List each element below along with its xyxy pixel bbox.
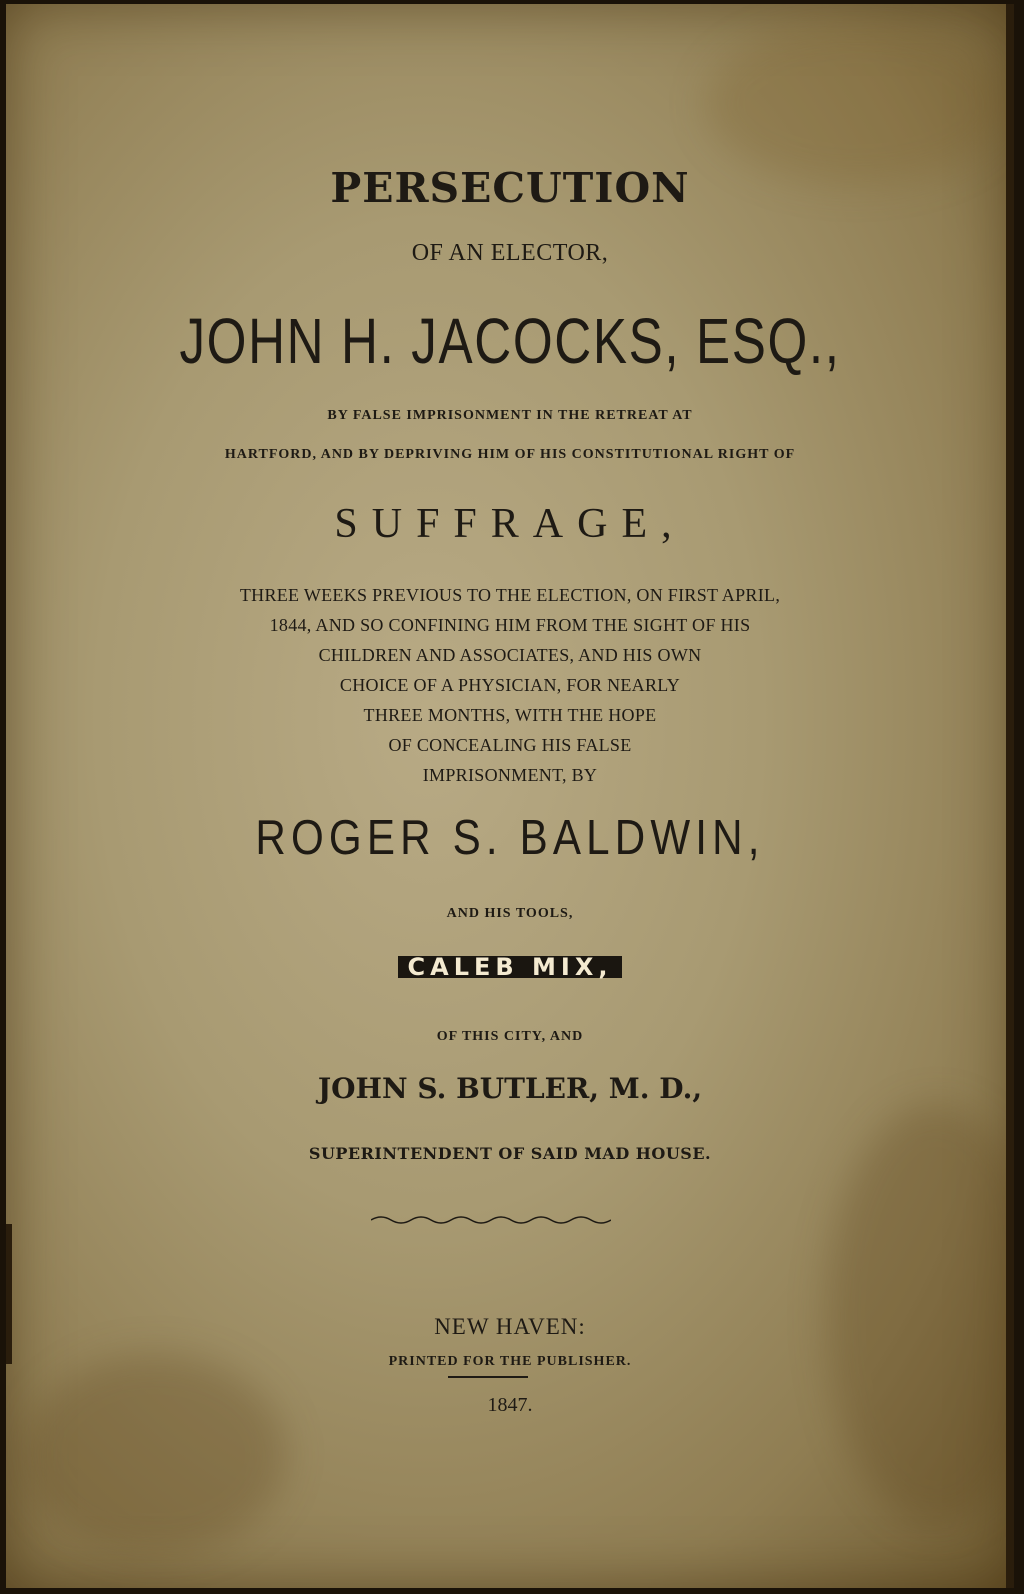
imprint-printer: PRINTED FOR THE PUBLISHER. — [388, 1354, 632, 1369]
paper-stain — [706, 24, 1006, 184]
accused-mix-row — [6, 953, 1014, 981]
accused-butler: JOHN S. BUTLER, M. D., — [317, 1072, 703, 1105]
imprint-year: 1847. — [487, 1394, 533, 1416]
page-edge — [6, 1224, 12, 1364]
imprint-place: NEW HAVEN: — [434, 1314, 586, 1339]
suffrage-heading: SUFFRAGE, — [334, 501, 686, 547]
tools-line: AND HIS TOOLS, — [446, 906, 574, 921]
imprisonment-line: HARTFORD, AND BY DEPRIVING HIM OF HIS CONSTITUTIONAL RIGHT OF — [224, 447, 796, 462]
body-line: THREE MONTHS, WITH THE HOPE — [363, 705, 657, 725]
accused-baldwin: ROGER S. BALDWIN, — [255, 811, 765, 865]
superintendent-line: SUPERINTENDENT OF SAID MAD HOUSE. — [308, 1144, 712, 1163]
imprint-rule — [448, 1376, 528, 1378]
page-title: PERSECUTION — [330, 164, 690, 212]
body-line: OF CONCEALING HIS FALSE — [388, 735, 632, 755]
accused-mix: CALEB MIX, — [398, 956, 623, 978]
title-page — [6, 4, 1014, 1588]
paper-stain — [26, 1354, 286, 1554]
body-line: CHILDREN AND ASSOCIATES, AND HIS OWN — [318, 645, 702, 665]
imprisonment-line: BY FALSE IMPRISONMENT IN THE RETREAT AT — [327, 408, 693, 423]
page-subtitle: OF AN ELECTOR, — [411, 240, 609, 266]
wavy-divider — [371, 1212, 611, 1228]
body-line: 1844, AND SO CONFINING HIM FROM THE SIGHT OF HIS — [269, 615, 751, 635]
city-line: OF THIS CITY, AND — [436, 1029, 584, 1044]
body-line: THREE WEEKS PREVIOUS TO THE ELECTION, ON FIRST APRIL, — [239, 585, 781, 605]
body-line: CHOICE OF A PHYSICIAN, FOR NEARLY — [339, 675, 681, 695]
elector-name: JOHN H. JACOCKS, ESQ., — [179, 305, 841, 377]
body-line: IMPRISONMENT, BY — [422, 765, 598, 785]
